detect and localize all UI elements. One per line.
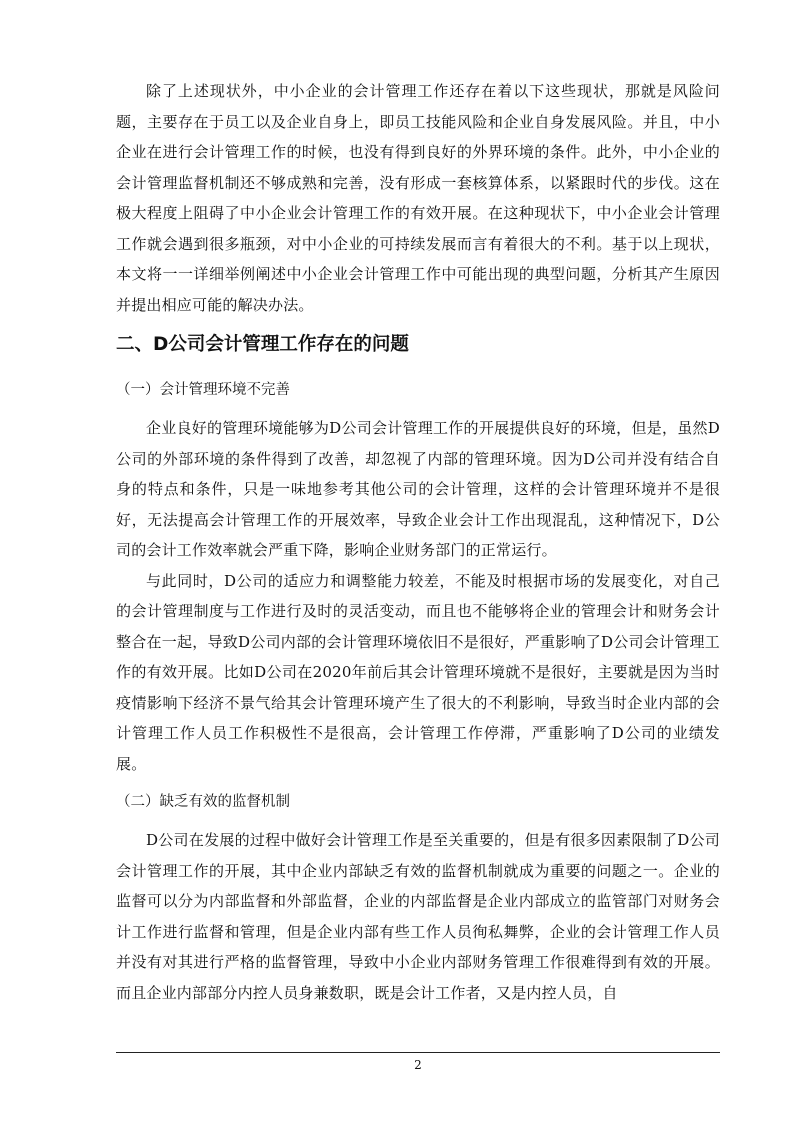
section-title: 二、D公司会计管理工作存在的问题: [116, 334, 409, 355]
page-number: 2: [414, 1058, 422, 1072]
subsection-1-title: （一）会计管理环境不完善: [116, 382, 290, 398]
footer-divider: [116, 1052, 720, 1053]
subsection-2-title: （二）缺乏有效的监督机制: [116, 794, 290, 810]
subsection-1-paragraph-2: 与此同时，D公司的适应力和调整能力较差，不能及时根据市场的发展变化，对自己的会计管理制度与工作进行及时的灵活变动，而且也不能够将企业的管理会计和财务会计整合在一起，导致D公司内部的会计管理环境依旧不是很好，严重影响了D公司会计管理工作的有效开展。比如D公司在2020年前后其会计管理环境就不是很好，主要就是因为当时疫情影响下经济不景气给其会计管理环境产生了很大的不利影响，导致当时企业内部的会计管理工作人员工作积极性不是很高，会计管理工作停滞，严重影响了D公司的业绩发展。: [116, 571, 720, 773]
subsection-1-paragraph-1: 企业良好的管理环境能够为D公司会计管理工作的开展提供良好的环境，但是，虽然D公司的外部环境的条件得到了改善，却忽视了内部的管理环境。因为D公司并没有结合自身的特点和条件，只是一味地参考其他公司的会计管理，这样的会计管理环境并不是很好，无法提高会计管理工作的开展效率，导致企业会计工作出现混乱，这种情况下，D公司的会计工作效率就会严重下降，影响企业财务部门的正常运行。: [116, 419, 720, 559]
page-content: [116, 76, 720, 1008]
intro-paragraph-1: 除了上述现状外，中小企业的会计管理工作还存在着以下这些现状，那就是风险问题，主要存在于员工以及企业自身上，即员工技能风险和企业自身发展风险。并且，中小企业在进行会计管理工作的时候，也没有得到良好的外界环境的条件。此外，中小企业的会计管理监督机制还不够成熟和完善，没有形成一套核算体系，以紧跟时代的步伐。这在极大程度上阻碍了中小企业会计管理工作的有效开展。在这种现状下，中小企业会计管理工作就会遇到很多瓶颈，对中小企业的可持续发展而言有着很大的不利。基于以上现状，本文将一一详细举例阐述中小企业会计管理工作中可能出现的典型问题，分析其产生原因并提出相应可能的解决办法。: [116, 82, 720, 314]
subsection-2-paragraph-1: D公司在发展的过程中做好会计管理工作是至关重要的，但是有很多因素限制了D公司会计管理工作的开展，其中企业内部缺乏有效的监督机制就成为重要的问题之一。企业的监督可以分为内部监督和外部监督，企业的内部监督是企业内部成立的监管部门对财务会计工作进行监督和管理，但是企业内部有些工作人员徇私舞弊，企业的会计管理工作人员并没有对其进行严格的监督管理，导致中小企业内部财务管理工作很难得到有效的开展。而且企业内部部分内控人员身兼数职，既是会计工作者，又是内控人员，自: [116, 831, 720, 1002]
